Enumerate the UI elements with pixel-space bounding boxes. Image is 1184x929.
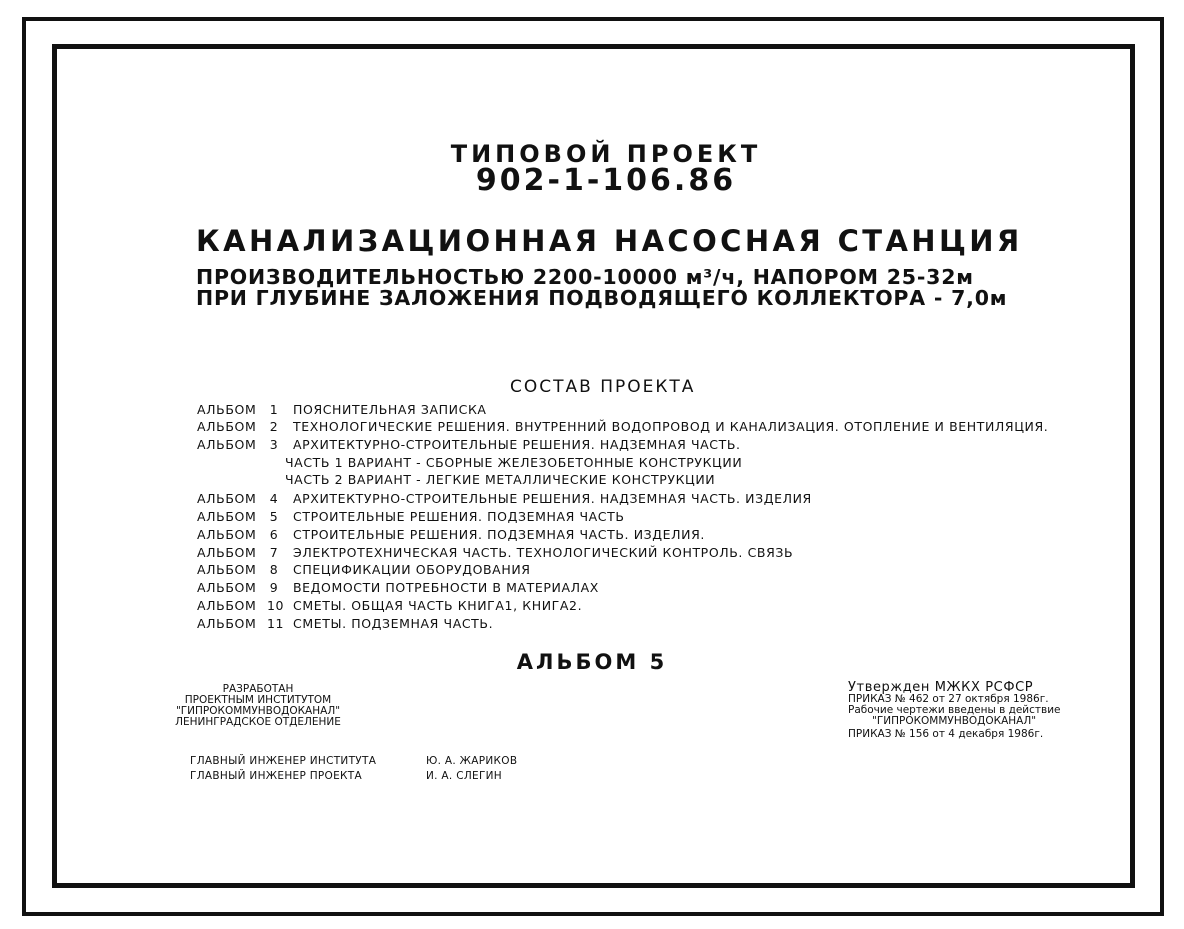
album-label: АЛЬБОМ bbox=[197, 545, 257, 560]
project-number: 902-1-106.86 bbox=[475, 163, 737, 198]
album-description: АРХИТЕКТУРНО-СТРОИТЕЛЬНЫЕ РЕШЕНИЯ. НАДЗЕМНАЯ ЧАСТЬ. ИЗДЕЛИЯ bbox=[293, 491, 812, 506]
album-description: АРХИТЕКТУРНО-СТРОИТЕЛЬНЫЕ РЕШЕНИЯ. НАДЗЕМНАЯ ЧАСТЬ. bbox=[293, 437, 741, 452]
album-label: АЛЬБОМ bbox=[197, 562, 257, 577]
album-label: АЛЬБОМ bbox=[197, 527, 257, 542]
album-label: АЛЬБОМ bbox=[197, 616, 257, 631]
album-number: 10 bbox=[267, 598, 285, 613]
album-number: 4 bbox=[269, 491, 279, 506]
project-kind: ТИПОВОЙ ПРОЕКТ bbox=[450, 140, 762, 168]
album-description: СМЕТЫ. ОБЩАЯ ЧАСТЬ КНИГА1, КНИГА2. bbox=[293, 598, 583, 613]
album-description: ТЕХНОЛОГИЧЕСКИЕ РЕШЕНИЯ. ВНУТРЕННИЙ ВОДОПРОВОД И КАНАЛИЗАЦИЯ. ОТОПЛЕНИЕ И ВЕНТИЛЯЦИЯ. bbox=[293, 419, 1049, 434]
album-number: 1 bbox=[269, 402, 279, 417]
subtitle-line-1: ПРОИЗВОДИТЕЛЬНОСТЬЮ 2200-10000 м³/ч, НАПОРОМ 25-32м bbox=[196, 265, 974, 289]
album-description: СТРОИТЕЛЬНЫЕ РЕШЕНИЯ. ПОДЗЕМНАЯ ЧАСТЬ bbox=[293, 509, 625, 524]
signature-name: И. А. СЛЕГИН bbox=[426, 770, 503, 782]
album-number: 2 bbox=[269, 419, 279, 434]
composition-heading: СОСТАВ ПРОЕКТА bbox=[510, 377, 696, 397]
album-number: 6 bbox=[269, 527, 279, 542]
album-3-part-1: ЧАСТЬ 1 ВАРИАНТ - СБОРНЫЕ ЖЕЛЕЗОБЕТОННЫЕ КОНСТРУКЦИИ bbox=[285, 455, 743, 470]
album-label: АЛЬБОМ bbox=[197, 402, 257, 417]
signature-role: ГЛАВНЫЙ ИНЖЕНЕР ИНСТИТУТА bbox=[190, 755, 377, 767]
developer-line: ПРОЕКТНЫМ ИНСТИТУТОМ bbox=[184, 694, 332, 706]
approval-line: Рабочие чертежи введены в действие bbox=[848, 704, 1061, 716]
signature-name: Ю. А. ЖАРИКОВ bbox=[426, 755, 518, 767]
album-description: ПОЯСНИТЕЛЬНАЯ ЗАПИСКА bbox=[293, 402, 487, 417]
developer-line: РАЗРАБОТАН bbox=[222, 683, 294, 695]
album-number-label: АЛЬБОМ 5 bbox=[516, 650, 668, 674]
album-number: 5 bbox=[269, 509, 279, 524]
developer-line: "ГИПРОКОММУНВОДОКАНАЛ" bbox=[175, 705, 341, 717]
developer-line: ЛЕНИНГРАДСКОЕ ОТДЕЛЕНИЕ bbox=[175, 716, 341, 728]
album-description: ВЕДОМОСТИ ПОТРЕБНОСТИ В МАТЕРИАЛАХ bbox=[293, 580, 599, 595]
album-label: АЛЬБОМ bbox=[197, 437, 257, 452]
subtitle-line-2: ПРИ ГЛУБИНЕ ЗАЛОЖЕНИЯ ПОДВОДЯЩЕГО КОЛЛЕКТОРА - 7,0м bbox=[196, 286, 1008, 310]
album-number: 11 bbox=[267, 616, 285, 631]
album-description: СПЕЦИФИКАЦИИ ОБОРУДОВАНИЯ bbox=[293, 562, 531, 577]
album-label: АЛЬБОМ bbox=[197, 419, 257, 434]
album-number: 9 bbox=[269, 580, 279, 595]
album-number: 7 bbox=[269, 545, 279, 560]
album-description: ЭЛЕКТРОТЕХНИЧЕСКАЯ ЧАСТЬ. ТЕХНОЛОГИЧЕСКИЙ КОНТРОЛЬ. СВЯЗЬ bbox=[293, 545, 794, 560]
album-number: 3 bbox=[269, 437, 279, 452]
approval-line: Утвержден МЖКХ РСФСР bbox=[848, 680, 1034, 695]
album-number: 8 bbox=[269, 562, 279, 577]
approval-line: "ГИПРОКОММУНВОДОКАНАЛ" bbox=[872, 715, 1037, 727]
album-description: СМЕТЫ. ПОДЗЕМНАЯ ЧАСТЬ. bbox=[293, 616, 494, 631]
album-description: СТРОИТЕЛЬНЫЕ РЕШЕНИЯ. ПОДЗЕМНАЯ ЧАСТЬ. ИЗДЕЛИЯ. bbox=[293, 527, 705, 542]
album-label: АЛЬБОМ bbox=[197, 598, 257, 613]
main-title: КАНАЛИЗАЦИОННАЯ НАСОСНАЯ СТАНЦИЯ bbox=[196, 224, 1023, 258]
album-label: АЛЬБОМ bbox=[197, 580, 257, 595]
signature-role: ГЛАВНЫЙ ИНЖЕНЕР ПРОЕКТА bbox=[190, 770, 363, 782]
album-label: АЛЬБОМ bbox=[197, 491, 257, 506]
album-label: АЛЬБОМ bbox=[197, 509, 257, 524]
approval-line: ПРИКАЗ № 462 от 27 октября 1986г. bbox=[848, 693, 1049, 705]
approval-line: ПРИКАЗ № 156 от 4 декабря 1986г. bbox=[848, 728, 1044, 740]
album-3-part-2: ЧАСТЬ 2 ВАРИАНТ - ЛЕГКИЕ МЕТАЛЛИЧЕСКИЕ КОНСТРУКЦИИ bbox=[285, 472, 716, 487]
